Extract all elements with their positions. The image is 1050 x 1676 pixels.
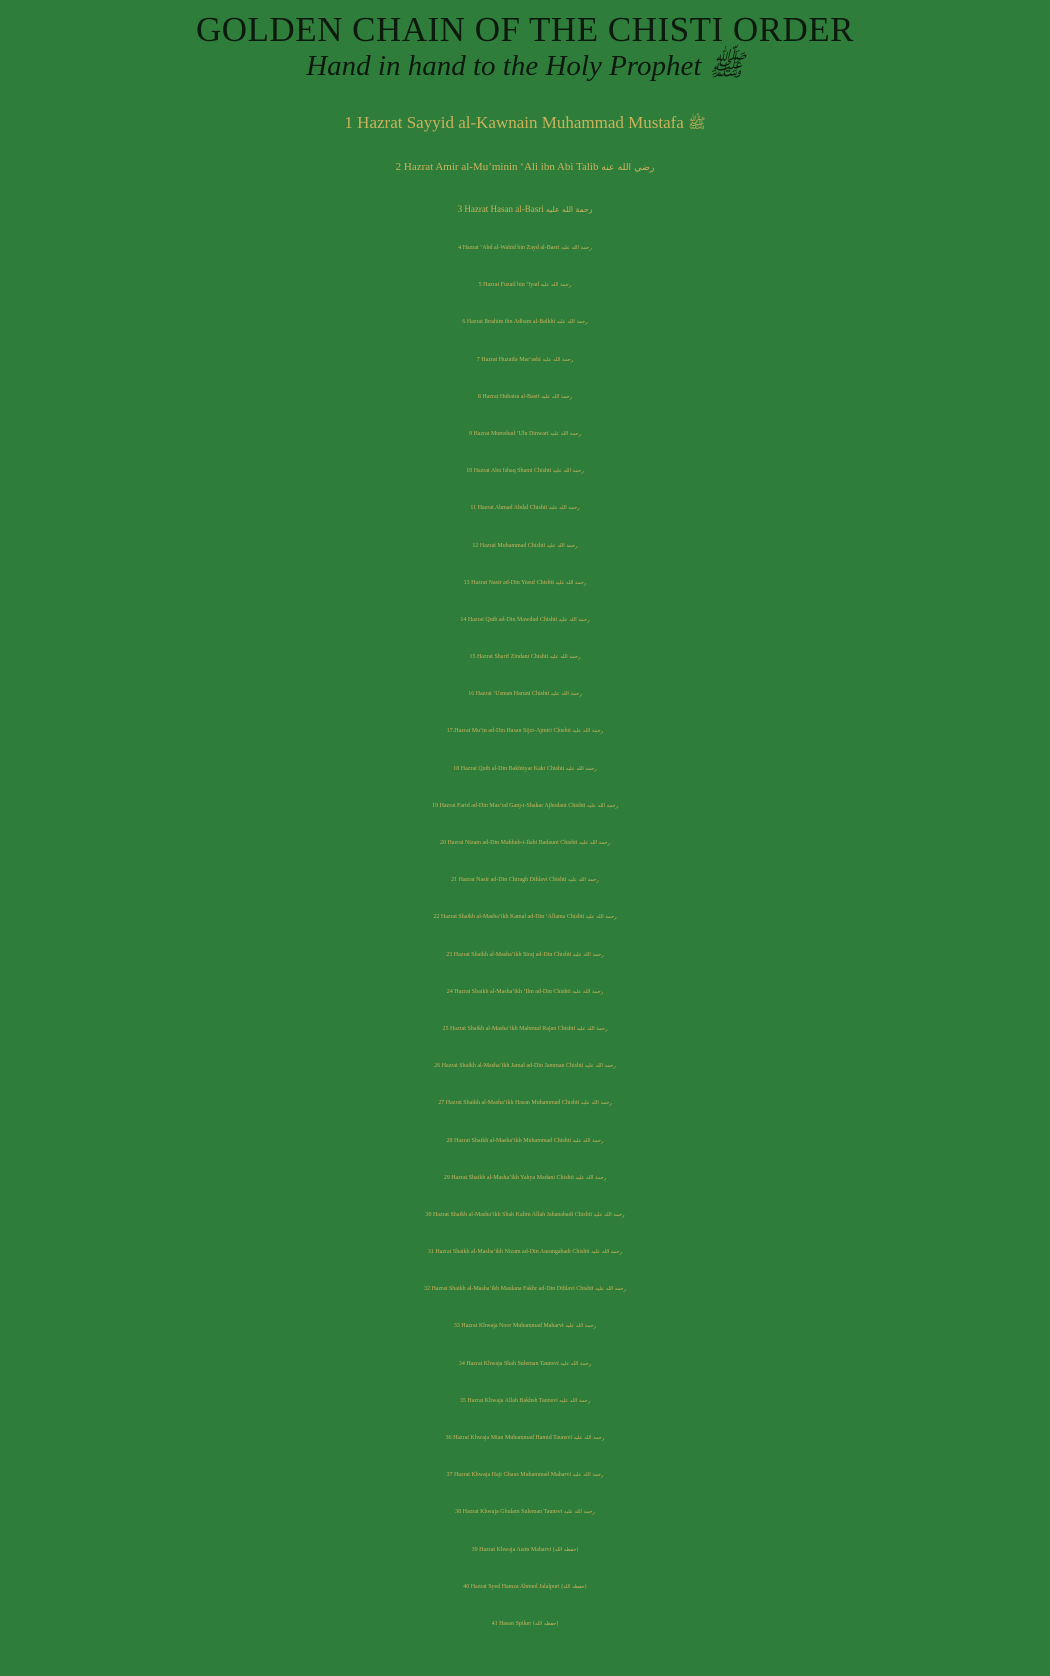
entry-honorific: رحمة الله عليه (548, 505, 580, 512)
entry-honorific: ﷺ (688, 116, 706, 132)
entry-honorific: رحمة الله عليه (540, 282, 572, 289)
list-item (0, 528, 1050, 565)
list-item (0, 602, 1050, 639)
list-item (0, 379, 1050, 416)
entry-honorific: رحمة الله عليه (542, 356, 574, 363)
entry-number: 21 (451, 877, 458, 884)
entry-name: Hazrat Abu Ishaq Shami Chishti (473, 468, 552, 475)
entry-number: 6 (462, 319, 466, 326)
entry-number: 12 (472, 542, 479, 549)
entry-honorific: رحمة الله عليه (587, 802, 618, 809)
lineage-list (0, 100, 1050, 1643)
list-item (0, 974, 1050, 1011)
entry-name: Hazrat Muhammad Chishti (479, 542, 546, 549)
list-item (0, 899, 1050, 936)
list-item (0, 1085, 1050, 1122)
entry-number: 38 (455, 1509, 462, 1516)
list-item (0, 639, 1050, 676)
list-item (0, 1160, 1050, 1197)
entry-honorific: (حفظه الله) (552, 1546, 579, 1553)
list-item (0, 937, 1050, 974)
entry-honorific: رحمة الله عليه (552, 468, 584, 475)
entry-number: 19 (432, 802, 439, 809)
entry-honorific: رحمة الله عليه (546, 205, 593, 214)
list-item (0, 1308, 1050, 1345)
list-item (0, 416, 1050, 453)
entry-name: Hazrat Mumshad ‘Ulu Dinwari (473, 430, 549, 437)
entry-number: 4 (458, 245, 462, 251)
list-item (0, 1346, 1050, 1383)
entry-name: Hazrat Khwaja Haji Ghaus Muhammad Maharvi (453, 1472, 572, 1479)
entry-name: Hazrat Fuzail bin ‘Iyad (483, 282, 539, 289)
entry-honorific: رحمة الله عليه (572, 1472, 604, 1479)
entry-honorific: رحمة الله عليه (541, 393, 573, 400)
entry-name: Hazrat Syed Hamza Ahmed Jalalpuri (470, 1583, 560, 1590)
entry-honorific: رحمة الله عليه (559, 1397, 591, 1404)
entry-name: Hazrat Huzaifa Mar‘ashi (481, 356, 541, 363)
entry-name: Hazrat Ahmad Abdal Chishti (477, 505, 548, 512)
entry-number: 39 (471, 1546, 478, 1553)
entry-honorific: رحمة الله عليه (555, 579, 587, 586)
entry-honorific: رضي الله عنه (601, 162, 655, 173)
entry-honorific: رحمة الله عليه (550, 430, 582, 437)
entry-number: 24 (446, 988, 453, 995)
entry-number: 7 (476, 356, 480, 363)
list-item (0, 100, 1050, 145)
entry-honorific: رحمة الله عليه (572, 1137, 604, 1144)
list-item (0, 565, 1050, 602)
entry-honorific: رحمة الله عليه (591, 1249, 623, 1256)
entry-name: Hazrat Khwaja Ghulam Suleman Taunsvi (462, 1509, 563, 1516)
entry-number: 31 (427, 1249, 434, 1256)
entry-honorific: رحمة الله عليه (572, 951, 604, 958)
entry-number: 15 (469, 654, 476, 661)
list-item (0, 1048, 1050, 1085)
entry-name: Hazrat Shaikh al-Masha’ikh ‘Ilm ad-Din Chishti (454, 988, 571, 995)
list-item (0, 1457, 1050, 1494)
entry-name: Hazrat Khwaja Allah Bakhsh Taunsvi (467, 1397, 558, 1404)
entry-name: Hazrat Mu‘in ad-Din Hasan Sijzi-Ajmiri Chishti (454, 728, 571, 735)
list-item (0, 1383, 1050, 1420)
entry-honorific: رحمة الله عليه (556, 319, 588, 326)
entry-honorific: رحمة الله عليه (567, 877, 599, 884)
entry-name: Hazrat Shaikh al-Masha’ikh Shah Kalim Allah Jahanabadi Chishti (432, 1211, 593, 1218)
entry-name: Hazrat Hubaira al-Basri (482, 393, 540, 400)
list-item (0, 1197, 1050, 1234)
entry-number: 11 (470, 505, 477, 512)
list-item (0, 1011, 1050, 1048)
entry-number: 27 (438, 1100, 445, 1107)
entry-name: Hazrat Khwaja Noor Muhammad Maharvi (461, 1323, 564, 1330)
entry-honorific: رحمة الله عليه (546, 542, 578, 549)
entry-honorific: رحمة الله عليه (550, 691, 582, 698)
entry-name: Hazrat Shaikh al-Masha’ikh Hasan Muhammad Chishti (445, 1100, 580, 1107)
entry-name: Hazrat Sayyid al-Kawnain Muhammad Mustafa (357, 113, 684, 132)
page-subtitle: Hand in hand to the Holy Prophet ﷺ (306, 50, 744, 82)
list-item (0, 1532, 1050, 1569)
entry-name: Hazrat Khwaja Asim Maharvi (479, 1546, 552, 1553)
entry-name: Hazrat Shaikh al-Masha’ikh Muhammad Chishti (454, 1137, 572, 1144)
entry-number: 40 (463, 1583, 470, 1590)
entry-number: 8 (477, 393, 481, 400)
entry-name: Hazrat Hasan al-Basri (464, 204, 544, 214)
entry-number: 1 (344, 113, 353, 132)
entry-number: 36 (445, 1435, 452, 1441)
entry-honorific: رحمة الله عليه (585, 914, 617, 921)
entry-number: 20 (439, 840, 446, 846)
list-item (0, 751, 1050, 788)
entry-honorific: رحمة الله عليه (558, 616, 590, 623)
entry-name: Hazrat Ibrahim ibn Adham al-Balkhi (466, 319, 556, 326)
entry-name: Hazrat Nizam ad-Din Mahbub-i-Ilahi Badauni Chishti (447, 840, 578, 846)
entry-name: Hazrat ‘Usman Haruni Chishti (475, 691, 550, 698)
entry-name: Hazrat Amir al-Mu’minin ‘Ali ibn Abi Talib (403, 161, 599, 173)
entry-number: 35 (459, 1397, 466, 1404)
entry-honorific: (حفظه الله) (532, 1620, 559, 1627)
entry-name: Hazrat Shaikh al-Masha’ikh Maulana Fakhr ad-Din Dihlavi Chishti (431, 1286, 594, 1293)
entry-number: 37 (446, 1472, 453, 1479)
entry-honorific: رحمة الله عليه (595, 1286, 627, 1293)
entry-honorific: رحمة الله عليه (584, 1063, 616, 1070)
entry-number: 13 (463, 579, 470, 586)
entry-honorific: رحمة الله عليه (593, 1211, 625, 1218)
entry-number: 32 (423, 1286, 430, 1293)
list-item (0, 230, 1050, 267)
entry-name: Hazrat Qutb al-Din Bakhtiyar Kaki Chishti (460, 765, 565, 772)
entry-number: 33 (453, 1323, 460, 1330)
entry-name: Hasan Spiker (499, 1620, 532, 1627)
list-item (0, 1606, 1050, 1643)
list-item (0, 490, 1050, 527)
entry-honorific: رحمة الله عليه (572, 988, 604, 995)
entry-honorific: رحمة الله عليه (580, 1100, 612, 1107)
entry-number: 18 (453, 765, 460, 772)
list-item (0, 342, 1050, 379)
entry-honorific: رحمة الله عليه (575, 1174, 607, 1181)
entry-number: 10 (466, 468, 473, 475)
entry-number: 26 (434, 1063, 441, 1070)
entry-name: Hazrat ‘Abd al-Wahid bin Zayd al-Basri (462, 245, 560, 251)
entry-name: Hazrat Shaikh al-Masha’ikh Nizam ad-Din Aurangabadi Chishti (435, 1249, 590, 1256)
list-item (0, 788, 1050, 825)
entry-number: 34 (458, 1360, 465, 1367)
entry-name: Hazrat Shaikh al-Masha’ikh Jamal ad-Din Jamman Chishti (441, 1063, 584, 1070)
entry-number: 16 (468, 691, 475, 698)
entry-name: Hazrat Nasir ad-Din Yusuf Chishti (471, 579, 554, 586)
list-item (0, 713, 1050, 750)
entry-honorific: رحمة الله عليه (572, 728, 604, 735)
entry-number: 41 (491, 1620, 498, 1627)
entry-name: Hazrat Qutb ad-Din Mawdud Chishti (467, 616, 558, 623)
entry-number: 14 (460, 616, 467, 623)
entry-number: 22 (433, 914, 440, 921)
entry-name: Hazrat Shaikh al-Masha’ikh Siraj ad-Din Chishti (453, 951, 572, 958)
list-item (0, 1234, 1050, 1271)
entry-honorific: رحمة الله عليه (565, 765, 597, 772)
entry-honorific: رحمة الله عليه (549, 654, 581, 661)
page-title: GOLDEN CHAIN OF THE CHISTI ORDER (196, 10, 854, 49)
entry-honorific: رحمة الله عليه (573, 1435, 605, 1441)
list-item (0, 862, 1050, 899)
entry-number: 30 (425, 1211, 432, 1218)
entry-number: 9 (468, 430, 472, 437)
entry-honorific: رحمة الله عليه (579, 840, 611, 846)
entry-honorific: رحمة الله عليه (560, 245, 592, 251)
list-item (0, 825, 1050, 862)
list-item (0, 189, 1050, 230)
entry-honorific: رحمة الله عليه (565, 1323, 597, 1330)
entry-honorific: (حفظه الله) (561, 1583, 587, 1590)
entry-number: 23 (446, 951, 453, 958)
entry-name: Hazrat Khwaja Mian Muhammad Hamid Taunsvi (453, 1435, 573, 1441)
entry-number: 5 (478, 282, 482, 289)
list-item (0, 145, 1050, 189)
entry-number: 28 (446, 1137, 453, 1144)
entry-honorific: رحمة الله عليه (563, 1509, 595, 1516)
entry-name: Hazrat Farid ad-Din Mas‘ud Ganj-i-Shakar Ajhodani Chishti (439, 802, 586, 809)
list-item (0, 1569, 1050, 1606)
list-item (0, 676, 1050, 713)
entry-name: Hazrat Khwaja Shah Suleman Taunsvi (466, 1360, 559, 1367)
entry-honorific: رحمة الله عليه (560, 1360, 592, 1367)
list-item (0, 267, 1050, 304)
entry-number: 29 (443, 1174, 450, 1181)
entry-name: Hazrat Shaikh al-Masha’ikh Mahmud Rajan Chishti (449, 1025, 576, 1032)
list-item (0, 1271, 1050, 1308)
list-item (0, 1420, 1050, 1457)
entry-honorific: رحمة الله عليه (576, 1025, 608, 1032)
entry-name: Hazrat Nasir ad-Din Chiragh Dihlavi Chishti (458, 877, 567, 884)
list-item (0, 304, 1050, 341)
entry-number: 17. (446, 728, 455, 735)
list-item (0, 1494, 1050, 1531)
entry-number: 3 (457, 204, 463, 214)
entry-number: 2 (395, 161, 402, 173)
entry-number: 25 (442, 1025, 449, 1032)
entry-name: Hazrat Shaikh al-Masha’ikh Kamal ad-Din ‘Allama Chishti (440, 914, 585, 921)
list-item (0, 1123, 1050, 1160)
entry-name: Hazrat Sharif Zindani Chishti (476, 654, 549, 661)
entry-name: Hazrat Shaikh al-Masha’ikh Yahya Madani Chishti (451, 1174, 574, 1181)
list-item (0, 453, 1050, 490)
